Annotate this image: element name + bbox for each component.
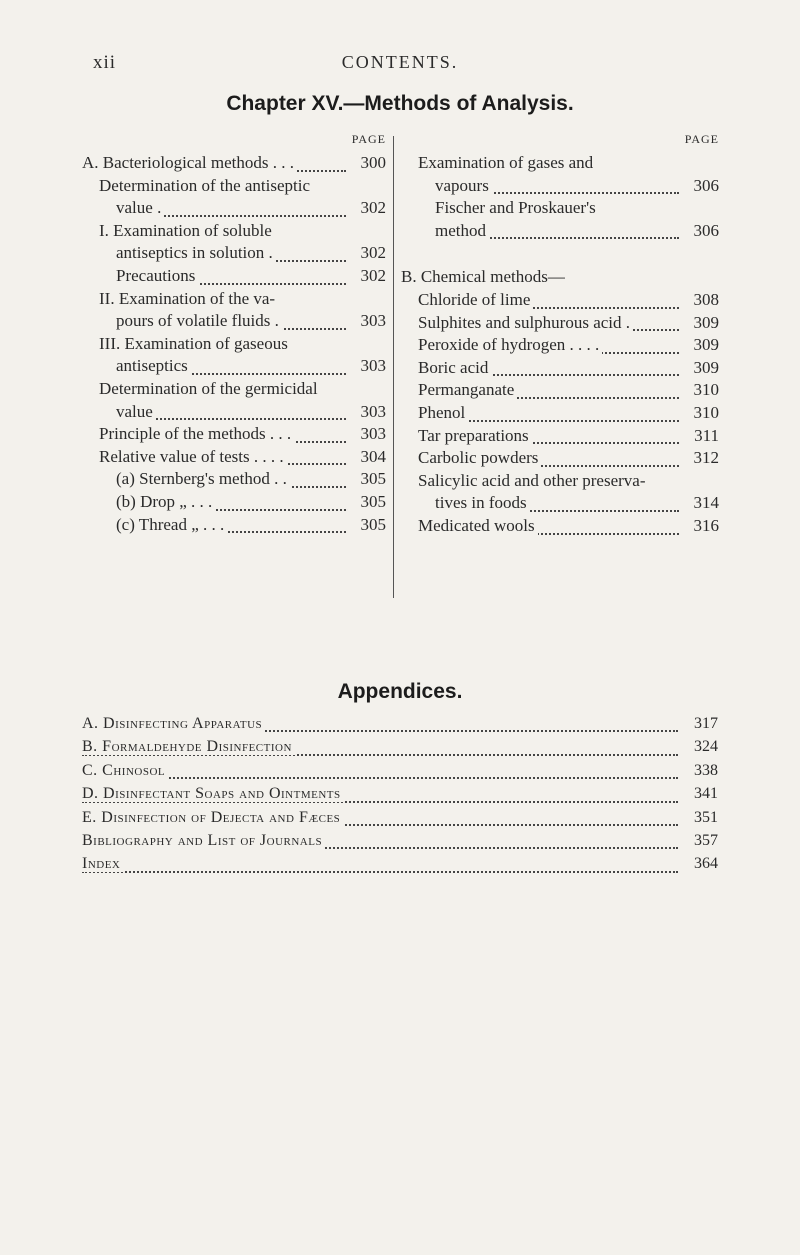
toc-entry-label: D. Disinfectant Soaps and Ointments — [82, 785, 344, 802]
toc-entry-page: 364 — [680, 852, 718, 875]
toc-entry — [82, 759, 718, 782]
toc-entry-page: 341 — [680, 782, 718, 805]
toc-entry-label: Relative value of tests . . . . — [99, 447, 287, 466]
toc-entry-label: method — [435, 221, 489, 240]
toc-entry — [401, 425, 719, 448]
toc-entry — [82, 288, 386, 311]
toc-entry — [401, 379, 719, 402]
toc-entry-label: pours of volatile fluids . — [116, 311, 282, 330]
toc-entry-label: A. Disinfecting Apparatus — [82, 715, 265, 732]
toc-entry-label: C. Chinosol — [82, 762, 168, 779]
toc-entry-page: 305 — [348, 491, 386, 514]
toc-entry — [82, 806, 718, 829]
toc-entry — [82, 735, 718, 758]
toc-entry-label: A. Bacteriological methods . . . — [82, 153, 297, 172]
toc-entry-label: Phenol — [418, 403, 468, 422]
toc-entry — [401, 357, 719, 380]
toc-entry — [82, 242, 386, 265]
toc-entry — [82, 446, 386, 469]
toc-entry — [82, 175, 386, 198]
toc-entry — [401, 334, 719, 357]
toc-entry-page: 302 — [348, 265, 386, 288]
toc-entry-label: B. Formaldehyde Disinfection — [82, 738, 295, 755]
toc-entry-label: value . — [116, 198, 164, 217]
toc-entry-label: Bibliography and List of Journals — [82, 832, 325, 849]
toc-entry-label: Salicylic acid and other preserva- — [418, 471, 649, 490]
toc-entry-page: 305 — [348, 514, 386, 537]
toc-entry — [82, 152, 386, 175]
toc-entry — [401, 197, 719, 220]
toc-entry-label: Determination of the germicidal — [99, 379, 321, 398]
toc-entry — [401, 266, 719, 289]
toc-entry — [82, 852, 718, 875]
toc-entry — [82, 491, 386, 514]
toc-entry — [401, 152, 719, 175]
toc-entry — [82, 829, 718, 852]
chapter-title: Chapter XV.—Methods of Analysis. — [226, 92, 574, 115]
page-column-label: PAGE — [684, 132, 719, 146]
appendices-list — [82, 712, 718, 876]
toc-entry — [401, 447, 719, 470]
column-divider — [393, 136, 394, 598]
toc-entry-label: Permanganate — [418, 380, 517, 399]
toc-entry-label: III. Examination of gaseous — [99, 334, 291, 353]
toc-entry-page: 303 — [348, 423, 386, 446]
appendices-title: Appendices. — [337, 680, 463, 703]
toc-entry-label: Medicated wools — [418, 516, 538, 535]
toc-entry — [82, 310, 386, 333]
toc-entry-page: 302 — [348, 197, 386, 220]
toc-entry-page: 302 — [348, 242, 386, 265]
toc-entry-page: 310 — [681, 379, 719, 402]
toc-entry — [401, 470, 719, 493]
toc-entry-page: 357 — [680, 829, 718, 852]
running-title: CONTENTS. — [341, 52, 459, 72]
toc-left-entries — [82, 152, 386, 536]
toc-entry-page: 303 — [348, 401, 386, 424]
toc-entry — [82, 401, 386, 424]
toc-entry — [82, 468, 386, 491]
toc-entry-label: (c) Thread „ . . . — [116, 515, 227, 534]
toc-entry-page: 305 — [348, 468, 386, 491]
toc-entry-page: 306 — [681, 175, 719, 198]
toc-entry-page: 306 — [681, 220, 719, 243]
toc-entry-label: I. Examination of soluble — [99, 221, 275, 240]
toc-entry-label: Examination of gases and — [418, 153, 596, 172]
toc-entry — [82, 782, 718, 805]
leader-dots — [82, 871, 678, 873]
toc-entry-label: B. Chemical methods— — [401, 267, 568, 286]
toc-entry-label: Precautions — [116, 266, 198, 285]
toc-entry-page: 303 — [348, 310, 386, 333]
running-head — [0, 52, 800, 80]
toc-entry-label: Boric acid — [418, 358, 491, 377]
toc-entry — [82, 333, 386, 356]
toc-entry — [82, 220, 386, 243]
toc-entry-page: 314 — [681, 492, 719, 515]
toc-right-entries — [401, 152, 719, 538]
toc-entry — [401, 175, 719, 198]
toc-entry-page: 309 — [681, 334, 719, 357]
toc-entry-page: 304 — [348, 446, 386, 469]
toc-entry-page: 300 — [348, 152, 386, 175]
toc-entry — [401, 402, 719, 425]
toc-entry — [82, 514, 386, 537]
toc-entry-page: 338 — [680, 759, 718, 782]
toc-entry — [82, 197, 386, 220]
leader-dots — [82, 777, 678, 779]
toc-entry-label: Determination of the antiseptic — [99, 176, 313, 195]
toc-entry-label: value — [116, 402, 156, 421]
toc-entry — [401, 515, 719, 538]
toc-entry — [401, 312, 719, 335]
toc-entry-page: 308 — [681, 289, 719, 312]
toc-entry — [401, 492, 719, 515]
page-folio: xii — [93, 52, 117, 73]
toc-entry-label: (b) Drop „ . . . — [116, 492, 215, 511]
toc-entry-page: 317 — [680, 712, 718, 735]
toc-entry-page: 351 — [680, 806, 718, 829]
toc-entry-page: 316 — [681, 515, 719, 538]
toc-entry — [82, 423, 386, 446]
toc-entry-page: 303 — [348, 355, 386, 378]
toc-right-column — [401, 132, 719, 538]
toc-entry-label: tives in foods — [435, 493, 530, 512]
toc-entry-page: 324 — [680, 735, 718, 758]
toc-entry-label: antiseptics — [116, 356, 191, 375]
toc-entry — [82, 712, 718, 735]
toc-entry — [82, 355, 386, 378]
toc-entry-page: 310 — [681, 402, 719, 425]
toc-entry-label: E. Disinfection of Dejecta and Fæces — [82, 809, 343, 826]
toc-entry-label: Fischer and Proskauer's — [435, 198, 599, 217]
toc-entry-label: Peroxide of hydrogen . . . . — [418, 335, 602, 354]
toc-entry-label: (a) Sternberg's method . . — [116, 469, 290, 488]
toc-entry-label: Sulphites and sulphurous acid . — [418, 313, 633, 332]
page-column-label: PAGE — [351, 132, 386, 146]
toc-entry-page: 309 — [681, 357, 719, 380]
toc-entry-label: antiseptics in solution . — [116, 243, 276, 262]
toc-entry-label: vapours — [435, 176, 492, 195]
toc-entry — [401, 289, 719, 312]
toc-entry-page: 311 — [681, 425, 719, 448]
toc-entry — [401, 220, 719, 243]
toc-entry-label: Principle of the methods . . . — [99, 424, 294, 443]
toc-left-column — [82, 132, 386, 536]
toc-entry-label: Chloride of lime — [418, 290, 533, 309]
toc-entry-label: Tar preparations — [418, 426, 532, 445]
toc-entry-label: Carbolic powders — [418, 448, 541, 467]
toc-entry-page: 312 — [681, 447, 719, 470]
toc-entry-page: 309 — [681, 312, 719, 335]
toc-entry-label: II. Examination of the va- — [99, 289, 278, 308]
toc-entry-label: Index — [82, 855, 123, 872]
toc-entry — [82, 265, 386, 288]
toc-entry — [82, 378, 386, 401]
